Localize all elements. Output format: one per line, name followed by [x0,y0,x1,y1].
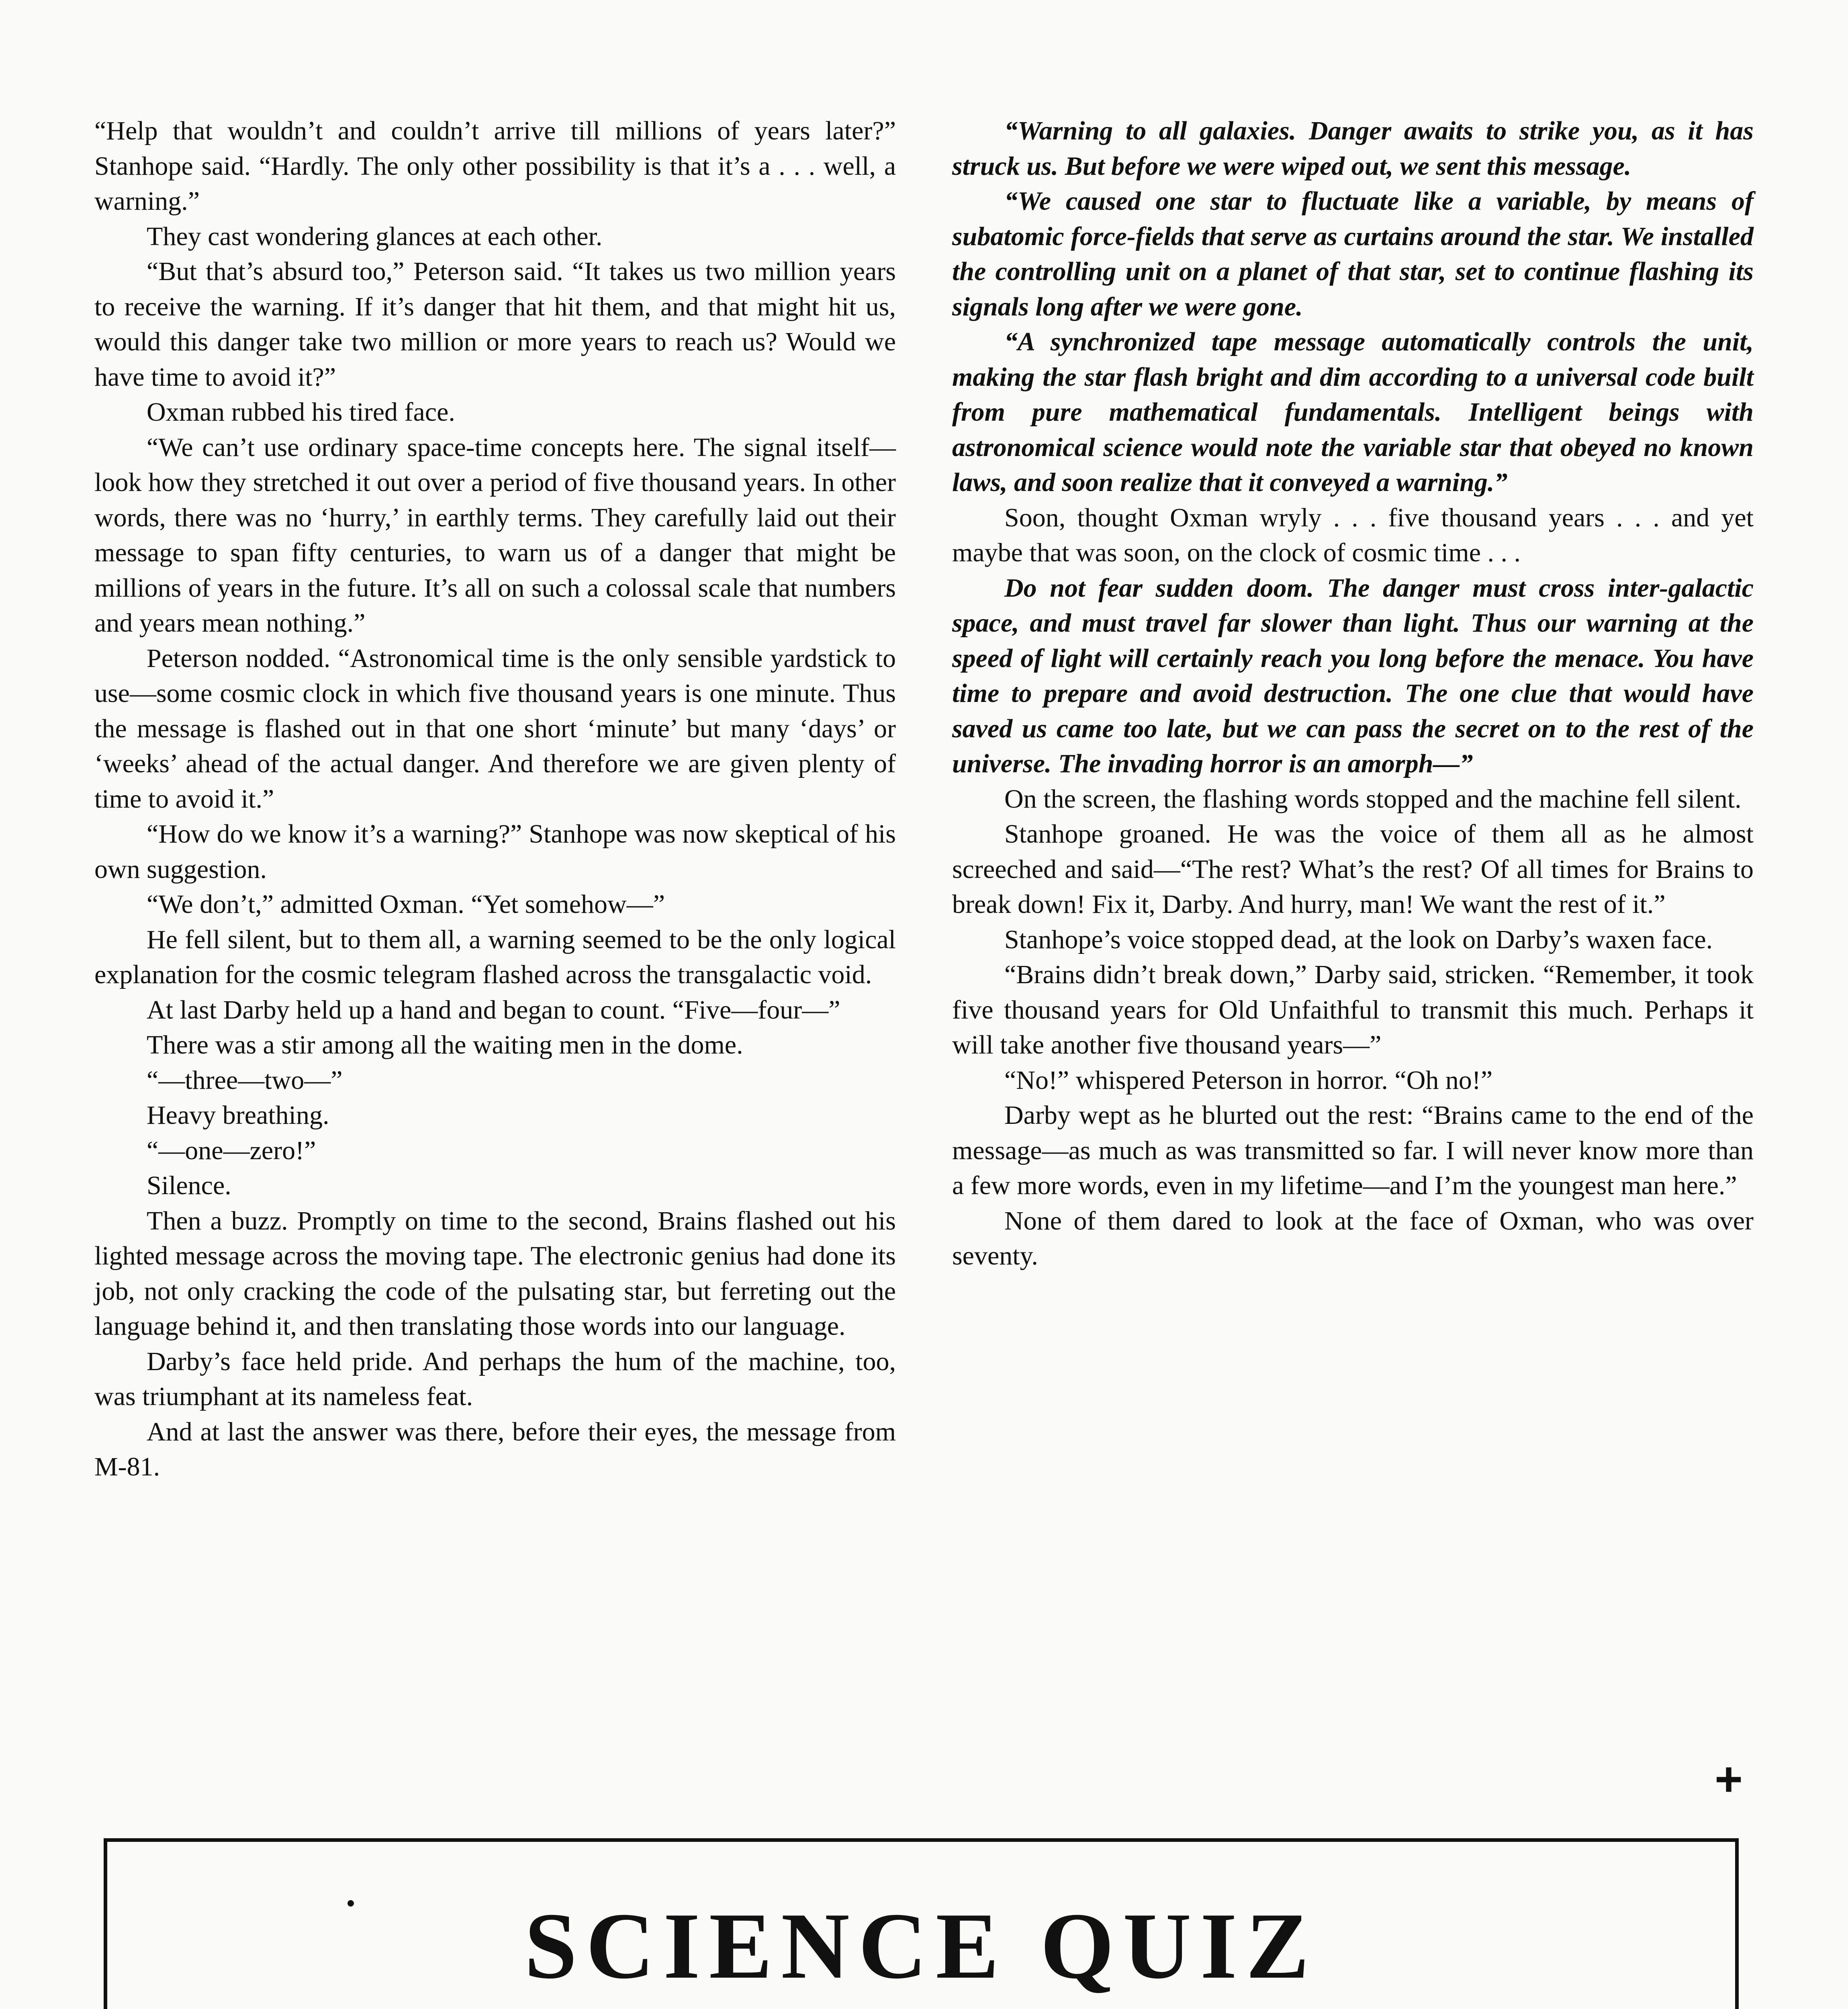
story-paragraph: “How do we know it’s a warning?” Stanhope was now skeptical of his own suggestion. [94,819,896,884]
story-paragraph: Stanhope’s voice stopped dead, at the look on Darby’s waxen face. [1004,925,1713,954]
story-paragraph: They cast wondering glances at each other. [147,221,603,251]
story-paragraph: He fell silent, but to them all, a warning seemed to be the only logical explanation for the cosmic telegram flashed across the transgalactic void. [94,925,896,989]
story-left-column [94,113,896,1485]
story-paragraph: “We can’t use ordinary space-time concepts here. The signal itself—look how they stretched it out over a period of five thousand years. In other words, there was no ‘hurry,’ in earthly terms. They carefully laid out their message to span fifty centuries, to warn us of a danger that might be millions of years in the future. It’s all on such a colossal scale that numbers and years mean nothing.” [94,432,896,638]
story-paragraph: “We don’t,” admitted Oxman. “Yet somehow—” [147,890,665,919]
story-right-column [952,113,1754,1274]
story-paragraph: None of them dared to look at the face of Oxman, who was over seventy. [952,1206,1754,1270]
warning-message-paragraph: “Warning to all galaxies. Danger awaits to strike you, as it has struck us. But before we were wiped out, we sent this message. [952,116,1754,181]
warning-message-paragraph: “A synchronized tape message automatically controls the unit, making the star flash bright and dim according to a universal code built from pure mathematical fundamentals. Intelligent beings with astronomical science would note the variable star that obeyed no known laws, and soon realize that it conveyed a warning.” [952,327,1754,497]
warning-message-paragraph: Do not fear sudden doom. The danger must cross inter-galactic space, and must travel far slower than light. Thus our warning at the speed of light will certainly reach you long before the menace. You have time to prepare and avoid destruction. The one clue that would have saved us came too late, but we can pass the secret on to the rest of the universe. The invading horror is an amorph—” [952,573,1754,778]
story-paragraph: Oxman rubbed his tired face. [147,397,455,427]
story-paragraph: On the screen, the flashing words stopped and the machine fell silent. [1004,784,1742,814]
story-paragraph: Stanhope groaned. He was the voice of them all as he almost screeched and said—“The rest? What’s the rest? Of all times for Brains to break down! Fix it, Darby. And hurry, man! We want the rest of it.” [952,819,1754,919]
story-paragraph: Darby’s face held pride. And perhaps the hum of the machine, too, was triumphant at its nameless feat. [94,1346,896,1411]
story-paragraph: Silence. [147,1171,231,1200]
story-paragraph: At last Darby held up a hand and began to count. “Five—four—” [147,995,840,1025]
story-paragraph: Darby wept as he blurted out the rest: “Brains came to the end of the message—as much as was transmitted so far. I will never know more than a few more words, even in my lifetime—and I’m the youngest man here.” [952,1101,1754,1200]
story-paragraph: “Brains didn’t break down,” Darby said, stricken. “Remember, it took five thousand years for Old Unfaithful to transmit this much. Perhaps it will take another five thousand years—” [952,960,1754,1060]
story-paragraph: Peterson nodded. “Astronomical time is the only sensible yardstick to use—some cosmic clock in which five thousand years is one minute. Thus the message is flashed out in that one short ‘minute’ but many ‘days’ or ‘weeks’ ahead of the actual danger. And therefore we are given plenty of time to avoid it.” [94,643,896,814]
story-end-mark: + [1715,1752,1743,1806]
quiz-title: SCIENCE QUIZ [524,1894,1318,1999]
story-paragraph: “Help that wouldn’t and couldn’t arrive till millions of years later?” Stanhope said. “Hardly. The only other possibility is that it’s a . . . well, a warning.” [94,116,896,216]
story-paragraph: “No!” whispered Peterson in horror. “Oh no!” [1004,1065,1493,1095]
story-paragraph: There was a stir among all the waiting men in the dome. [147,1030,743,1060]
story-paragraph: Then a buzz. Promptly on time to the second, Brains flashed out his lighted message across the moving tape. The electronic genius had done its job, not only cracking the code of the pulsating star, but ferreting out the language behind it, and then translating those words into our language. [94,1206,896,1341]
story-paragraph: “—one—zero!” [147,1135,316,1165]
story-paragraph: Soon, thought Oxman wryly . . . five thousand years . . . and yet maybe that was soon, on the clock of cosmic time . . . [952,503,1754,567]
story-paragraph: Heavy breathing. [147,1101,329,1130]
story-paragraph: And at last the answer was there, before their eyes, the message from M-81. [94,1417,896,1481]
story-paragraph: “But that’s absurd too,” Peterson said. “It takes us two million years to receive the warning. If it’s danger that hit them, and that might hit us, would this danger take two million or more years to reach us? Would we have time to avoid it?” [94,257,896,392]
story-paragraph: “—three—two—” [147,1065,343,1095]
science-quiz-box [104,1838,1739,2009]
warning-message-paragraph: “We caused one star to fluctuate like a variable, by means of subatomic force-fields that serve as curtains around the star. We installed the controlling unit on a planet of that star, set to continue flashing its signals long after we were gone. [952,186,1754,321]
